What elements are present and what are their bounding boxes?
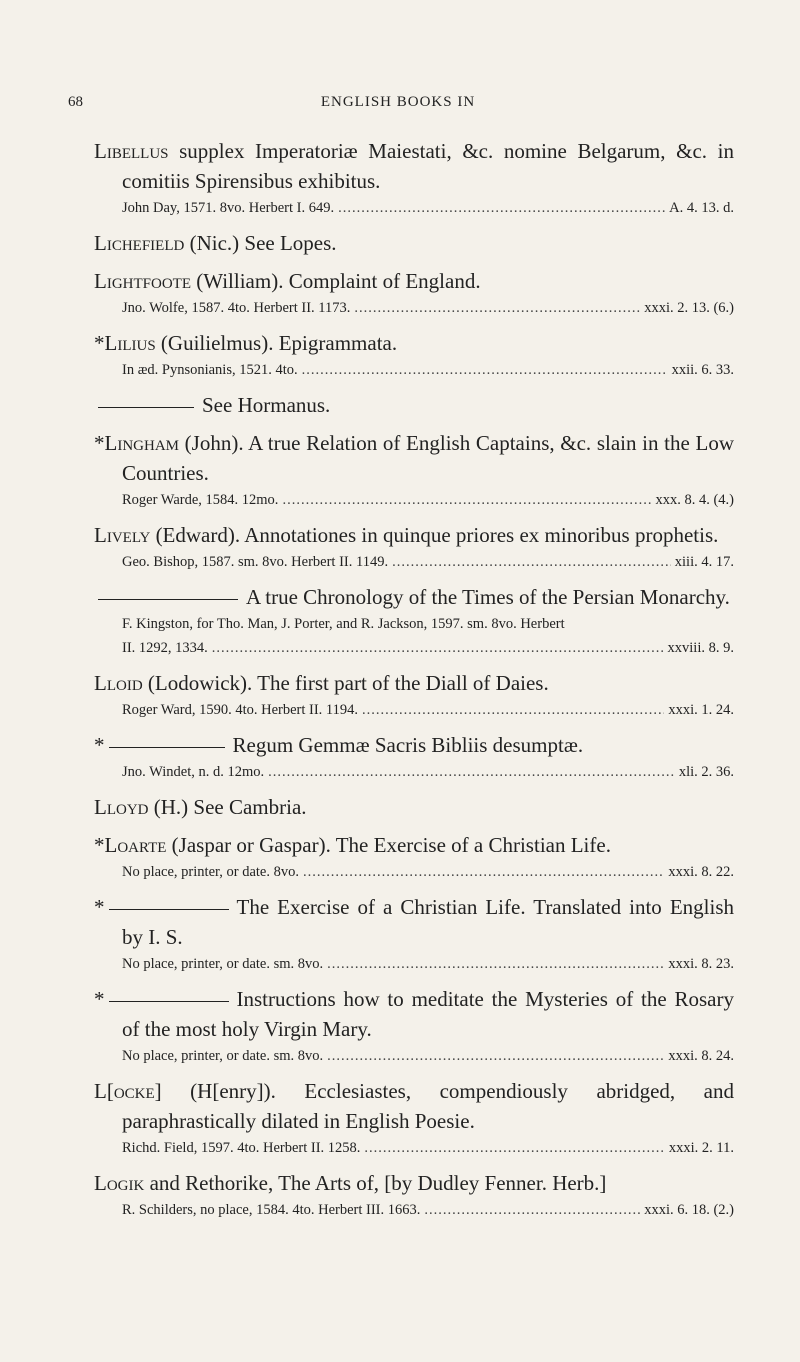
shelf-reference: xli. 2. 36. — [678, 764, 734, 780]
leader-dots — [327, 952, 664, 976]
entry-title — [94, 266, 734, 296]
entry-title — [94, 228, 734, 258]
leader-dots — [424, 1198, 640, 1222]
catalogue-entry — [94, 1168, 734, 1230]
shelf-reference: xxii. 6. 33. — [671, 362, 734, 378]
shelf-reference: xxxi. 8. 22. — [668, 864, 734, 880]
catalogue-entry — [94, 390, 734, 428]
entry-title-text: (Guilielmus). Epigrammata. — [155, 331, 398, 355]
shelf-reference: xxxi. 8. 24. — [668, 1048, 734, 1064]
catalogue-entry — [94, 892, 734, 984]
page-header — [68, 94, 728, 118]
entry-title-text: See Hormanus. — [202, 393, 331, 417]
entry-imprint — [94, 1044, 734, 1068]
shelf-reference: xxxi. 2. 11. — [668, 1140, 734, 1156]
entry-title — [94, 1168, 734, 1198]
leader-dots — [268, 760, 675, 784]
leader-dots — [392, 550, 671, 574]
ditto-dash — [109, 747, 225, 748]
shelf-reference: xxxi. 1. 24. — [668, 702, 734, 718]
shelf-reference: xxx. 8. 4. (4.) — [655, 492, 734, 508]
leader-dots — [354, 296, 640, 320]
catalogue-entry — [94, 668, 734, 730]
catalogue-entry — [94, 428, 734, 520]
imprint-text: Geo. Bishop, 1587. sm. 8vo. Herbert II. 1149. — [122, 554, 389, 570]
entry-heading: Lightfoote — [94, 269, 191, 293]
entry-title — [94, 892, 734, 952]
entry-title — [94, 390, 734, 420]
asterisk-mark: * — [94, 431, 105, 455]
entry-imprint — [94, 196, 734, 220]
entry-title-text: (John). A true Relation of English Captains, &c. slain in the Low Countries. — [122, 431, 734, 485]
entry-heading: Lichefield — [94, 231, 185, 255]
entry-imprint — [94, 760, 734, 784]
shelf-reference: xxxi. 6. 18. (2.) — [644, 1202, 734, 1218]
imprint-text: Richd. Field, 1597. 4to. Herbert II. 1258. — [122, 1140, 361, 1156]
imprint-text: Roger Ward, 1590. 4to. Herbert II. 1194. — [122, 702, 359, 718]
entry-title — [94, 1076, 734, 1136]
entry-imprint — [94, 636, 734, 660]
entry-title-text: A true Chronology of the Times of the Persian Monarchy. — [246, 585, 730, 609]
leader-dots — [327, 1044, 664, 1068]
entry-heading: Lively — [94, 523, 151, 547]
shelf-reference: xiii. 4. 17. — [674, 554, 734, 570]
entry-heading: Lingham — [104, 431, 179, 455]
leader-dots — [362, 698, 664, 722]
catalogue-entry — [94, 984, 734, 1076]
leader-dots — [212, 636, 664, 660]
catalogue-entry — [94, 328, 734, 390]
entry-title — [94, 830, 734, 860]
shelf-reference: xxviii. 8. 9. — [667, 640, 734, 656]
entry-imprint — [94, 1198, 734, 1222]
entry-title — [94, 428, 734, 488]
shelf-reference: A. 4. 13. d. — [669, 200, 734, 216]
entry-title-text: (William). Complaint of England. — [190, 269, 481, 293]
entry-title-text: Regum Gemmæ Sacris Bibliis desumptæ. — [232, 733, 584, 757]
ditto-dash — [109, 1001, 229, 1002]
catalogue-entry — [94, 136, 734, 228]
catalogue-entry — [94, 730, 734, 792]
entry-heading: Lloid — [94, 671, 143, 695]
entry-imprint — [94, 550, 734, 574]
entry-title-text: (H.) See Cambria. — [148, 795, 307, 819]
leader-dots — [302, 358, 668, 382]
imprint-text: II. 1292, 1334. — [122, 640, 208, 656]
asterisk-mark: * — [94, 331, 105, 355]
entry-imprint — [94, 952, 734, 976]
entry-title — [94, 668, 734, 698]
imprint-text: R. Schilders, no place, 1584. 4to. Herbert III. 1663. — [122, 1202, 421, 1218]
asterisk-mark: * — [94, 833, 105, 857]
ditto-dash — [98, 407, 194, 408]
shelf-reference: xxxi. 2. 13. (6.) — [644, 300, 734, 316]
catalogue-entry — [94, 792, 734, 830]
page-number: 68 — [68, 94, 83, 110]
asterisk-mark: * — [94, 987, 105, 1011]
catalogue-entries — [94, 136, 734, 1230]
entry-title — [94, 792, 734, 822]
entry-title-text: (Jaspar or Gaspar). The Exercise of a Christian Life. — [166, 833, 611, 857]
imprint-text: In æd. Pynsonianis, 1521. 4to. — [122, 362, 298, 378]
entry-imprint-line: F. Kingston, for Tho. Man, J. Porter, and R. Jackson, 1597. sm. 8vo. Herbert — [122, 616, 565, 632]
entry-title-text: supplex Imperatoriæ Maiestati, &c. nomine Belgarum, &c. in comitiis Spirensibus exhibitus. — [122, 139, 734, 193]
running-title: ENGLISH BOOKS IN — [320, 94, 476, 110]
entry-title-text: (H[enry]). Ecclesiastes, compendiously abridged, and paraphrastically dilated in English Poesie. — [122, 1079, 734, 1133]
entry-heading: L[ocke] — [94, 1079, 162, 1103]
catalogue-entry — [94, 1076, 734, 1168]
imprint-text: Jno. Wolfe, 1587. 4to. Herbert II. 1173. — [122, 300, 351, 316]
entry-title — [94, 328, 734, 358]
entry-title-text: The Exercise of a Christian Life. Translated into English by I. S. — [122, 895, 734, 949]
leader-dots — [282, 488, 651, 512]
asterisk-mark: * — [94, 895, 105, 919]
asterisk-mark: * — [94, 733, 105, 757]
catalogue-entry — [94, 228, 734, 266]
catalogue-entry — [94, 582, 734, 668]
imprint-text: John Day, 1571. 8vo. Herbert I. 649. — [122, 200, 335, 216]
entry-imprint — [94, 358, 734, 382]
entry-title — [94, 520, 734, 550]
entry-heading: Logik — [94, 1171, 145, 1195]
entry-heading: Lloyd — [94, 795, 149, 819]
entry-imprint — [94, 1136, 734, 1160]
entry-imprint — [94, 488, 734, 512]
imprint-text: Jno. Windet, n. d. 12mo. — [122, 764, 265, 780]
entry-heading: Libellus — [94, 139, 169, 163]
entry-title-text: and Rethorike, The Arts of, [by Dudley Fenner. Herb.] — [144, 1171, 607, 1195]
entry-title — [94, 136, 734, 196]
entry-title-text: (Lodowick). The first part of the Diall of Daies. — [142, 671, 549, 695]
entry-title-text: Instructions how to meditate the Mysteries of the Rosary of the most holy Virgin Mary. — [122, 987, 734, 1041]
leader-dots — [303, 860, 664, 884]
entry-heading: Loarte — [104, 833, 167, 857]
entry-heading: Lilius — [104, 331, 156, 355]
leader-dots — [338, 196, 665, 220]
imprint-text: No place, printer, or date. sm. 8vo. — [122, 956, 324, 972]
entry-title-text: (Nic.) See Lopes. — [184, 231, 337, 255]
imprint-text: No place, printer, or date. 8vo. — [122, 864, 299, 880]
shelf-reference: xxxi. 8. 23. — [668, 956, 734, 972]
entry-title — [94, 730, 734, 760]
entry-imprint — [94, 860, 734, 884]
catalogue-entry — [94, 266, 734, 328]
entry-title — [94, 984, 734, 1044]
imprint-text: No place, printer, or date. sm. 8vo. — [122, 1048, 324, 1064]
leader-dots — [364, 1136, 664, 1160]
entry-title-text: (Edward). Annotationes in quinque priores ex minoribus prophetis. — [150, 523, 719, 547]
entry-imprint — [94, 296, 734, 320]
catalogue-entry — [94, 520, 734, 582]
entry-title — [94, 582, 734, 612]
catalogue-entry — [94, 830, 734, 892]
imprint-text: Roger Warde, 1584. 12mo. — [122, 492, 279, 508]
entry-imprint — [94, 698, 734, 722]
ditto-dash — [98, 599, 238, 600]
ditto-dash — [109, 909, 229, 910]
